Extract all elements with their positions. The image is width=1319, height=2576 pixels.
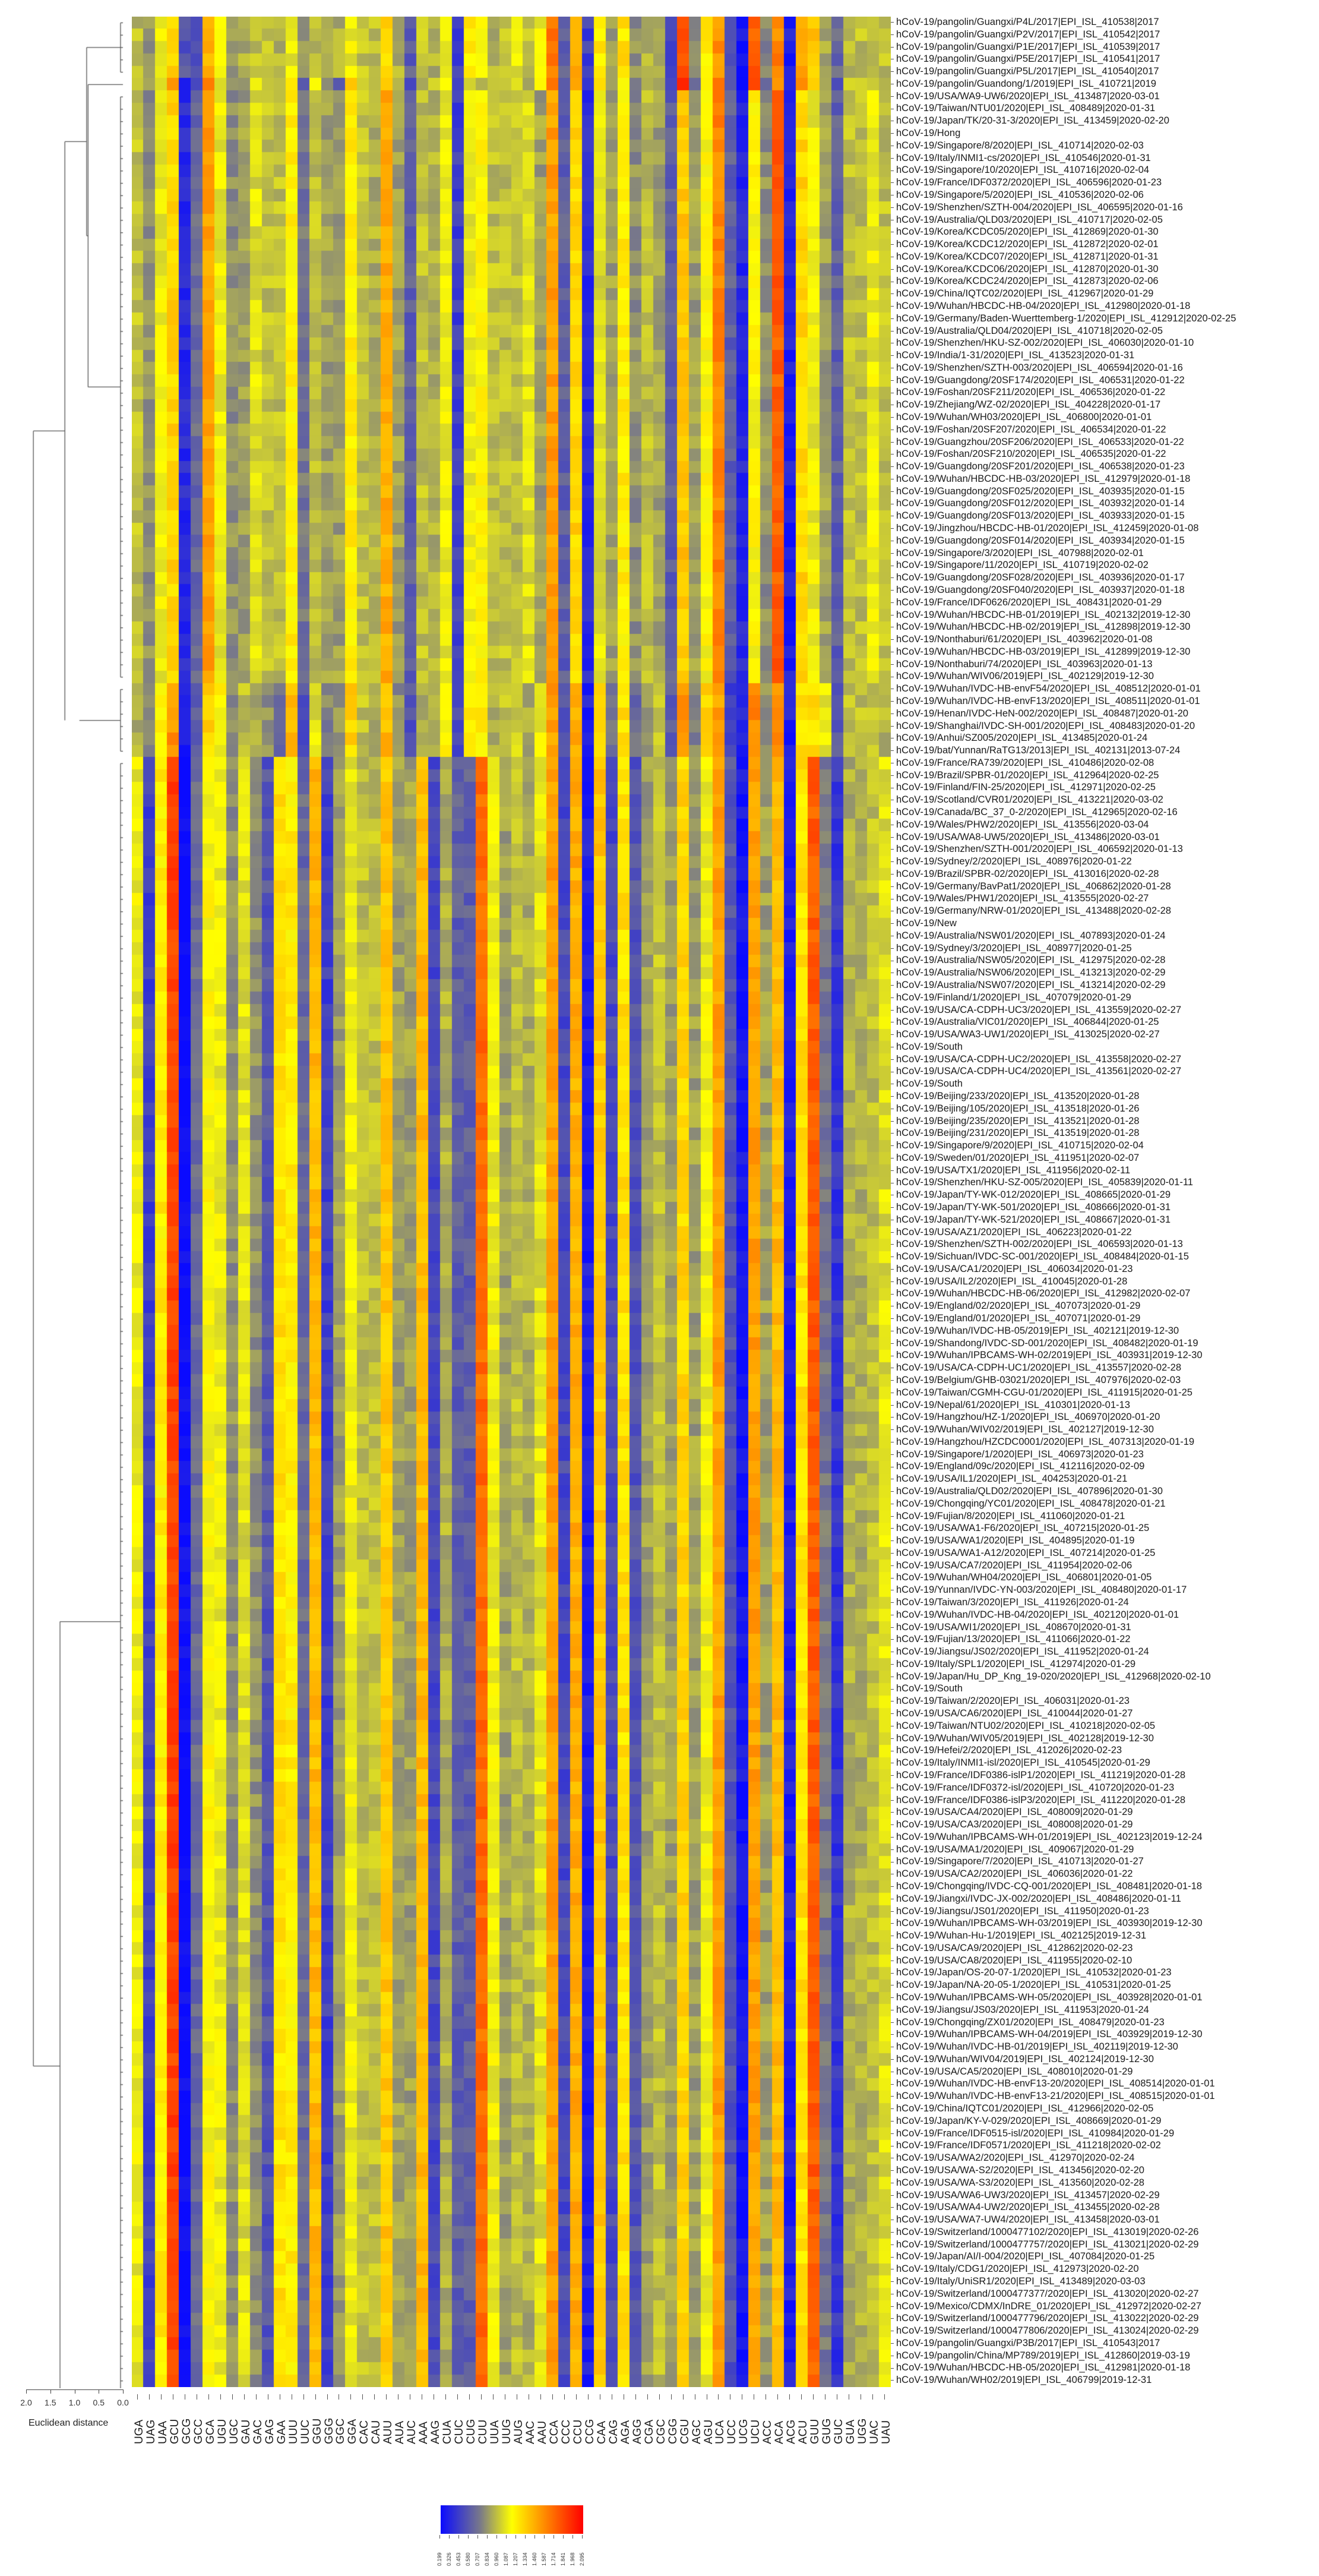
column-label: AUU <box>381 2394 393 2448</box>
row-label: hCoV-19/Wuhan/WH04/2020|EPI_ISL_406801|2020-01-05 <box>891 1572 1152 1583</box>
row-label: hCoV-19/USA/WI1/2020|EPI_ISL_408670|2020-01-31 <box>891 1622 1131 1633</box>
row-label: hCoV-19/Wuhan/IVDC-HB-05/2019|EPI_ISL_402121|2019-12-30 <box>891 1325 1179 1337</box>
column-label: UGC <box>227 2394 239 2448</box>
row-label: hCoV-19/Wuhan/IPBCAMS-WH-03/2019|EPI_ISL_403930|2019-12-30 <box>891 1918 1203 1929</box>
column-label: CAC <box>357 2394 369 2448</box>
row-label: hCoV-19/USA/WA9-UW6/2020|EPI_ISL_413487|2020-03-01 <box>891 91 1160 102</box>
colorbar-tick-label: 1.968 <box>570 2552 575 2566</box>
row-label: hCoV-19/Fujian/8/2020|EPI_ISL_411060|2020-01-21 <box>891 1511 1125 1522</box>
row-dendrogram <box>0 0 132 2388</box>
row-label: hCoV-19/USA/CA5/2020|EPI_ISL_408010|2020-01-29 <box>891 2066 1133 2078</box>
row-label: hCoV-19/Switzerland/1000477806/2020|EPI_ISL_413024|2020-02-29 <box>891 2325 1198 2337</box>
row-label: hCoV-19/Taiwan/CGMH-CGU-01/2020|EPI_ISL_411915|2020-01-25 <box>891 1387 1193 1399</box>
row-label: hCoV-19/Wuhan/IVDC-HB-04/2020|EPI_ISL_402120|2020-01-01 <box>891 1609 1179 1621</box>
row-label: hCoV-19/Australia/NSW05/2020|EPI_ISL_412975|2020-02-28 <box>891 955 1165 966</box>
row-label: hCoV-19/Belgium/GHB-03021/2020|EPI_ISL_407976|2020-02-03 <box>891 1375 1181 1386</box>
column-label: ACA <box>772 2394 784 2448</box>
row-label: hCoV-19/USA/CA9/2020|EPI_ISL_412862|2020-02-23 <box>891 1943 1133 1954</box>
row-label: hCoV-19/Scotland/CVR01/2020|EPI_ISL_413221|2020-03-02 <box>891 794 1163 806</box>
row-label: hCoV-19/Shenzhen/HKU-SZ-002/2020|EPI_ISL_406030|2020-01-10 <box>891 337 1194 349</box>
row-label: hCoV-19/Australia/NSW06/2020|EPI_ISL_413213|2020-02-29 <box>891 967 1165 978</box>
row-label: hCoV-19/Nonthaburi/74/2020|EPI_ISL_403963|2020-01-13 <box>891 659 1153 670</box>
column-label: CGA <box>642 2394 654 2448</box>
column-label: ACG <box>784 2394 796 2448</box>
row-label: hCoV-19/Brazil/SPBR-02/2020|EPI_ISL_413016|2020-02-28 <box>891 869 1159 880</box>
row-label: hCoV-19/pangolin/Guangxi/P4L/2017|EPI_ISL_410538|2017 <box>891 17 1159 28</box>
column-label: CCU <box>571 2394 583 2448</box>
row-label: hCoV-19/Switzerland/1000477102/2020|EPI_ISL_413019|2020-02-26 <box>891 2227 1198 2238</box>
row-label: hCoV-19/Guangdong/20SF014/2020|EPI_ISL_403934|2020-01-15 <box>891 535 1185 547</box>
row-label: hCoV-19/France/IDF0571/2020|EPI_ISL_411218|2020-02-02 <box>891 2140 1161 2151</box>
row-label: hCoV-19/Wuhan/IPBCAMS-WH-04/2019|EPI_ISL_403929|2019-12-30 <box>891 2029 1203 2040</box>
column-label: AGG <box>630 2394 642 2448</box>
row-label: hCoV-19/Korea/KCDC24/2020|EPI_ISL_412873|2020-02-06 <box>891 276 1159 287</box>
row-label: hCoV-19/Wuhan/HBCDC-HB-03/2019|EPI_ISL_412899|2019-12-30 <box>891 646 1190 658</box>
row-label: hCoV-19/Nepal/61/2020|EPI_ISL_410301|2020-01-13 <box>891 1400 1130 1411</box>
row-label: hCoV-19/USA/CA2/2020|EPI_ISL_406036|2020-01-22 <box>891 1868 1133 1880</box>
row-label: hCoV-19/pangolin/Guangxi/P2V/2017|EPI_ISL_410542|2017 <box>891 29 1160 40</box>
column-label: GAG <box>262 2394 274 2448</box>
row-label: hCoV-19/Guangdong/20SF012/2020|EPI_ISL_403932|2020-01-14 <box>891 498 1185 509</box>
row-label: hCoV-19/Wuhan/IVDC-HB-envF13/2020|EPI_ISL_408511|2020-01-01 <box>891 696 1200 707</box>
row-label: hCoV-19/England/01/2020|EPI_ISL_407071|2020-01-29 <box>891 1313 1140 1324</box>
row-label: hCoV-19/Henan/IVDC-HeN-002/2020|EPI_ISL_408487|2020-01-20 <box>891 708 1188 719</box>
row-label: hCoV-19/Wuhan/IPBCAMS-WH-01/2019|EPI_ISL_402123|2019-12-24 <box>891 1832 1203 1843</box>
row-label: hCoV-19/South <box>891 1078 963 1090</box>
row-label: hCoV-19/Shenzhen/SZTH-003/2020|EPI_ISL_406594|2020-01-16 <box>891 362 1183 374</box>
colorbar-tick-label: 0.453 <box>456 2552 461 2566</box>
row-label: hCoV-19/USA/CA4/2020|EPI_ISL_408009|2020-01-29 <box>891 1807 1133 1818</box>
row-label: hCoV-19/Sweden/01/2020|EPI_ISL_411951|2020-02-07 <box>891 1153 1139 1164</box>
column-label: AAU <box>535 2394 547 2448</box>
row-label: hCoV-19/USA/WA2/2020|EPI_ISL_412970|2020-02-24 <box>891 2152 1135 2164</box>
column-label: UUG <box>499 2394 511 2448</box>
row-label: hCoV-19/Beijing/235/2020|EPI_ISL_413521|2020-01-28 <box>891 1116 1139 1127</box>
column-label: GAU <box>239 2394 251 2448</box>
row-label: hCoV-19/Japan/AI/I-004/2020|EPI_ISL_407084|2020-01-25 <box>891 2251 1154 2262</box>
column-label: UAA <box>156 2394 167 2448</box>
row-label: hCoV-19/USA/MA1/2020|EPI_ISL_409067|2020-01-29 <box>891 1844 1134 1855</box>
row-label: hCoV-19/Singapore/10/2020|EPI_ISL_410716|2020-02-04 <box>891 165 1149 176</box>
column-label: CUA <box>440 2394 452 2448</box>
row-label: hCoV-19/Wuhan/IVDC-HB-envF54/2020|EPI_ISL_408512|2020-01-01 <box>891 683 1201 694</box>
row-label: hCoV-19/Sydney/2/2020|EPI_ISL_408976|2020-01-22 <box>891 856 1132 867</box>
row-label: hCoV-19/Singapore/7/2020|EPI_ISL_410713|2020-01-27 <box>891 1856 1144 1867</box>
row-label: hCoV-19/Taiwan/NTU01/2020|EPI_ISL_408489|2020-01-31 <box>891 103 1155 114</box>
row-label: hCoV-19/Australia/QLD03/2020|EPI_ISL_410717|2020-02-05 <box>891 214 1163 226</box>
row-label: hCoV-19/Guangdong/20SF040/2020|EPI_ISL_403937|2020-01-18 <box>891 585 1185 596</box>
row-label: hCoV-19/Guangdong/20SF013/2020|EPI_ISL_403933|2020-01-15 <box>891 510 1185 522</box>
colorbar-tick-label: 0.326 <box>446 2552 452 2566</box>
row-label: hCoV-19/Korea/KCDC12/2020|EPI_ISL_412872|2020-02-01 <box>891 239 1159 250</box>
column-label: UUC <box>298 2394 310 2448</box>
row-label: hCoV-19/Germany/BavPat1/2020|EPI_ISL_406862|2020-01-28 <box>891 881 1171 892</box>
colorbar <box>439 2505 584 2534</box>
row-label: hCoV-19/France/IDF0515-isl/2020|EPI_ISL_410984|2020-01-29 <box>891 2128 1174 2139</box>
row-label: hCoV-19/Switzerland/1000477757/2020|EPI_ISL_413021|2020-02-29 <box>891 2239 1198 2250</box>
column-label: UGU <box>215 2394 227 2448</box>
row-label: hCoV-19/Switzerland/1000477796/2020|EPI_ISL_413022|2020-02-29 <box>891 2313 1198 2324</box>
column-label: AAG <box>428 2394 440 2448</box>
row-label: hCoV-19/USA/CA-CDPH-UC1/2020|EPI_ISL_413557|2020-02-28 <box>891 1362 1181 1374</box>
column-label: AGC <box>689 2394 701 2448</box>
row-label: hCoV-19/France/IDF0626/2020|EPI_ISL_408431|2020-01-29 <box>891 597 1162 608</box>
row-label: hCoV-19/Sydney/3/2020|EPI_ISL_408977|2020-01-25 <box>891 943 1132 954</box>
column-label: GCC <box>191 2394 203 2448</box>
colorbar-tick-label: 0.834 <box>484 2552 490 2566</box>
distance-tick-label: 1.5 <box>45 2398 56 2407</box>
row-label: hCoV-19/Australia/QLD04/2020|EPI_ISL_410718|2020-02-05 <box>891 326 1163 337</box>
row-label: hCoV-19/Guangdong/20SF201/2020|EPI_ISL_406538|2020-01-23 <box>891 461 1185 472</box>
colorbar-tick-label: 0.707 <box>475 2552 480 2566</box>
row-label: hCoV-19/Wuhan/IPBCAMS-WH-05/2020|EPI_ISL_403928|2020-01-01 <box>891 1992 1203 2003</box>
column-label: AUG <box>511 2394 523 2448</box>
row-label: hCoV-19/Hangzhou/HZ-1/2020|EPI_ISL_406970|2020-01-20 <box>891 1412 1160 1423</box>
row-label: hCoV-19/Jiangsu/JS02/2020|EPI_ISL_411952|2020-01-24 <box>891 1646 1149 1658</box>
row-label: hCoV-19/pangolin/Guangxi/P5L/2017|EPI_ISL_410540|2017 <box>891 66 1159 77</box>
row-label: hCoV-19/Shanghai/IVDC-SH-001/2020|EPI_ISL_408483|2020-01-20 <box>891 721 1195 732</box>
row-label: hCoV-19/China/IQTC02/2020|EPI_ISL_412967|2020-01-29 <box>891 288 1153 299</box>
colorbar-tick-label: 1.714 <box>551 2552 556 2566</box>
column-label: UGA <box>132 2394 144 2448</box>
column-label: CGC <box>654 2394 666 2448</box>
row-label: hCoV-19/Italy/INMI1-cs/2020|EPI_ISL_410546|2020-01-31 <box>891 153 1151 164</box>
row-label: hCoV-19/pangolin/Guangxi/P1E/2017|EPI_ISL_410539|2017 <box>891 42 1160 53</box>
column-label: CAA <box>594 2394 606 2448</box>
row-label: hCoV-19/Singapore/3/2020|EPI_ISL_407988|2020-02-01 <box>891 548 1144 559</box>
column-label: GGG <box>322 2394 334 2448</box>
row-label: hCoV-19/Foshan/20SF210/2020|EPI_ISL_406535|2020-01-22 <box>891 449 1166 460</box>
column-label: GGU <box>310 2394 322 2448</box>
row-label: hCoV-19/South <box>891 1041 963 1053</box>
column-label: GGC <box>333 2394 345 2448</box>
row-label: hCoV-19/Korea/KCDC06/2020|EPI_ISL_412870|2020-01-30 <box>891 264 1159 275</box>
row-label: hCoV-19/USA/CA7/2020|EPI_ISL_411954|2020-02-06 <box>891 1560 1132 1571</box>
row-label: hCoV-19/Singapore/8/2020|EPI_ISL_410714|2020-02-03 <box>891 140 1144 151</box>
column-label: CUU <box>476 2394 488 2448</box>
column-label: CGU <box>678 2394 689 2448</box>
row-label: hCoV-19/USA/CA1/2020|EPI_ISL_406034|2020-01-23 <box>891 1264 1133 1275</box>
row-label: hCoV-19/Hefei/2/2020|EPI_ISL_412026|2020-02-23 <box>891 1745 1122 1756</box>
column-label: UCC <box>725 2394 736 2448</box>
row-label: hCoV-19/pangolin/China/MP789/2019|EPI_ISL_412860|2019-03-19 <box>891 2350 1190 2362</box>
row-label: hCoV-19/USA/TX1/2020|EPI_ISL_411956|2020-02-11 <box>891 1165 1130 1176</box>
column-label: CAU <box>369 2394 381 2448</box>
row-label: hCoV-19/Shenzhen/HKU-SZ-005/2020|EPI_ISL_405839|2020-01-11 <box>891 1177 1193 1188</box>
row-label: hCoV-19/USA/WA-S2/2020|EPI_ISL_413456|2020-02-20 <box>891 2165 1144 2176</box>
colorbar-tick-label: 0.960 <box>494 2552 499 2566</box>
row-label: hCoV-19/Chongqing/IVDC-CQ-001/2020|EPI_ISL_408481|2020-01-18 <box>891 1881 1202 1892</box>
row-label: hCoV-19/Zhejiang/WZ-02/2020|EPI_ISL_404228|2020-01-17 <box>891 399 1160 411</box>
column-label: CAG <box>606 2394 618 2448</box>
row-label: hCoV-19/pangolin/Guandong/1/2019|EPI_ISL_410721|2019 <box>891 78 1156 90</box>
row-label: hCoV-19/Wuhan/HBCDC-HB-01/2019|EPI_ISL_402132|2019-12-30 <box>891 610 1190 621</box>
row-label: hCoV-19/USA/WA3-UW1/2020|EPI_ISL_413025|2020-02-27 <box>891 1029 1160 1040</box>
row-label: hCoV-19/Japan/NA-20-05-1/2020|EPI_ISL_410531|2020-01-25 <box>891 1980 1171 1991</box>
row-label: hCoV-19/Japan/OS-20-07-1/2020|EPI_ISL_410532|2020-01-23 <box>891 1967 1172 1978</box>
column-label: AGA <box>618 2394 630 2448</box>
colorbar-tick-label: 0.580 <box>465 2552 471 2566</box>
row-label: hCoV-19/Guangdong/20SF174/2020|EPI_ISL_406531|2020-01-22 <box>891 375 1185 386</box>
row-label: hCoV-19/South <box>891 1683 963 1694</box>
row-label: hCoV-19/Foshan/20SF207/2020|EPI_ISL_406534|2020-01-22 <box>891 424 1166 435</box>
column-label: CUC <box>452 2394 464 2448</box>
row-label: hCoV-19/Jiangsu/JS01/2020|EPI_ISL_411950|2020-01-23 <box>891 1906 1149 1917</box>
row-label: hCoV-19/Wuhan/HBCDC-HB-03/2020|EPI_ISL_412979|2020-01-18 <box>891 473 1190 485</box>
row-label: hCoV-19/Australia/NSW01/2020|EPI_ISL_407893|2020-01-24 <box>891 930 1165 942</box>
column-label: AAC <box>523 2394 535 2448</box>
colorbar-tick-label: 1.460 <box>532 2552 537 2566</box>
row-label: hCoV-19/Japan/KY-V-029/2020|EPI_ISL_408669|2020-01-29 <box>891 2116 1161 2127</box>
column-label: UCG <box>736 2394 748 2448</box>
row-label: hCoV-19/Jingzhou/HBCDC-HB-01/2020|EPI_ISL_412459|2020-01-08 <box>891 523 1198 534</box>
row-label: hCoV-19/Taiwan/2/2020|EPI_ISL_406031|2020-01-23 <box>891 1696 1130 1707</box>
row-label: hCoV-19/USA/WA8-UW5/2020|EPI_ISL_413486|2020-03-01 <box>891 832 1160 843</box>
column-label: GUU <box>808 2394 820 2448</box>
row-label: hCoV-19/USA/WA7-UW4/2020|EPI_ISL_413458|2020-03-01 <box>891 2214 1160 2225</box>
row-label: hCoV-19/Japan/TK/20-31-3/2020|EPI_ISL_413459|2020-02-20 <box>891 115 1169 127</box>
distance-tick-label: 0.0 <box>117 2398 129 2407</box>
row-label: hCoV-19/Wuhan/WH02/2019|EPI_ISL_406799|2019-12-31 <box>891 2375 1152 2386</box>
row-label: hCoV-19/Korea/KCDC07/2020|EPI_ISL_412871|2020-01-31 <box>891 251 1159 263</box>
colorbar-tick-label: 0.199 <box>436 2552 442 2566</box>
row-label: hCoV-19/Singapore/11/2020|EPI_ISL_410719|2020-02-02 <box>891 560 1149 571</box>
row-label: hCoV-19/Chongqing/ZX01/2020|EPI_ISL_408479|2020-01-23 <box>891 2017 1165 2028</box>
row-label: hCoV-19/Finland/FIN-25/2020|EPI_ISL_412971|2020-02-25 <box>891 782 1156 793</box>
row-label: hCoV-19/Beijing/231/2020|EPI_ISL_413519|2020-01-28 <box>891 1128 1139 1139</box>
column-label: GAC <box>251 2394 262 2448</box>
row-label: hCoV-19/Korea/KCDC05/2020|EPI_ISL_412869|2020-01-30 <box>891 226 1159 238</box>
column-label: AUA <box>393 2394 404 2448</box>
column-label: UCU <box>748 2394 760 2448</box>
row-label: hCoV-19/Singapore/5/2020|EPI_ISL_410536|2020-02-06 <box>891 190 1144 201</box>
row-label: hCoV-19/Beijing/105/2020|EPI_ISL_413518|2020-01-26 <box>891 1103 1139 1115</box>
row-label: hCoV-19/Shenzhen/SZTH-004/2020|EPI_ISL_406595|2020-01-16 <box>891 202 1183 213</box>
row-label: hCoV-19/Shenzhen/SZTH-002/2020|EPI_ISL_406593|2020-01-13 <box>891 1239 1183 1250</box>
distance-axis-title: Euclidean distance <box>29 2418 109 2428</box>
row-label: hCoV-19/France/IDF0372-isl/2020|EPI_ISL_410720|2020-01-23 <box>891 1782 1174 1794</box>
row-label: hCoV-19/bat/Yunnan/RaTG13/2013|EPI_ISL_402131|2013-07-24 <box>891 745 1180 756</box>
distance-tick-label: 2.0 <box>20 2398 32 2407</box>
column-label: GUC <box>831 2394 843 2448</box>
row-label: hCoV-19/Australia/VIC01/2020|EPI_ISL_406844|2020-01-25 <box>891 1016 1159 1028</box>
row-label: hCoV-19/USA/WA1-F6/2020|EPI_ISL_407215|2020-01-25 <box>891 1523 1149 1534</box>
colorbar-tick-label: 1.334 <box>522 2552 528 2566</box>
row-label: hCoV-19/Wuhan/WIV04/2019|EPI_ISL_402124|2019-12-30 <box>891 2054 1154 2065</box>
row-label: hCoV-19/Yunnan/IVDC-YN-003/2020|EPI_ISL_408480|2020-01-17 <box>891 1584 1187 1596</box>
row-label: hCoV-19/Guangdong/20SF028/2020|EPI_ISL_403936|2020-01-17 <box>891 572 1185 583</box>
distance-tick-label: 0.5 <box>93 2398 105 2407</box>
row-label: hCoV-19/India/1-31/2020|EPI_ISL_413523|2020-01-31 <box>891 350 1134 361</box>
column-label: GAA <box>274 2394 286 2448</box>
row-label: hCoV-19/Fujian/13/2020|EPI_ISL_411066|2020-01-22 <box>891 1634 1131 1645</box>
row-label: hCoV-19/Mexico/CDMX/InDRE_01/2020|EPI_ISL_412972|2020-02-27 <box>891 2301 1201 2312</box>
column-label: AGU <box>701 2394 713 2448</box>
row-label: hCoV-19/England/02/2020|EPI_ISL_407073|2020-01-29 <box>891 1300 1140 1312</box>
row-label: hCoV-19/France/IDF0386-islP3/2020|EPI_ISL_411220|2020-01-28 <box>891 1795 1185 1806</box>
row-label: hCoV-19/Nonthaburi/61/2020|EPI_ISL_403962|2020-01-08 <box>891 634 1153 645</box>
row-label: hCoV-19/Wuhan/WIV06/2019|EPI_ISL_402129|2019-12-30 <box>891 671 1154 682</box>
row-label: hCoV-19/Beijing/233/2020|EPI_ISL_413520|2020-01-28 <box>891 1091 1139 1102</box>
row-label: hCoV-19/USA/WA4-UW2/2020|EPI_ISL_413455|2020-02-28 <box>891 2202 1160 2213</box>
column-label: UUA <box>488 2394 499 2448</box>
column-label: UAC <box>867 2394 879 2448</box>
row-label: hCoV-19/Wuhan/WIV02/2019|EPI_ISL_402127|2019-12-30 <box>891 1424 1154 1435</box>
row-label: hCoV-19/Jiangsu/JS03/2020|EPI_ISL_411953|2020-01-24 <box>891 2004 1149 2016</box>
row-label: hCoV-19/Guangzhou/20SF206/2020|EPI_ISL_406533|2020-01-22 <box>891 437 1184 448</box>
row-label: hCoV-19/France/RA739/2020|EPI_ISL_410486|2020-02-08 <box>891 757 1154 769</box>
row-label: hCoV-19/Australia/NSW07/2020|EPI_ISL_413214|2020-02-29 <box>891 980 1165 991</box>
row-label: hCoV-19/Wuhan/IVDC-HB-01/2019|EPI_ISL_402119|2019-12-30 <box>891 2041 1178 2053</box>
row-label: hCoV-19/USA/IL2/2020|EPI_ISL_410045|2020-01-28 <box>891 1276 1127 1287</box>
row-label: hCoV-19/Foshan/20SF211/2020|EPI_ISL_406536|2020-01-22 <box>891 387 1165 398</box>
row-label: hCoV-19/Sichuan/IVDC-SC-001/2020|EPI_ISL_408484|2020-01-15 <box>891 1251 1189 1262</box>
row-label: hCoV-19/USA/WA1/2020|EPI_ISL_404895|2020-01-19 <box>891 1535 1135 1546</box>
row-label: hCoV-19/Singapore/1/2020|EPI_ISL_406973|2020-01-23 <box>891 1449 1144 1460</box>
column-label: UUU <box>286 2394 298 2448</box>
column-label: GUA <box>843 2394 855 2448</box>
row-label: hCoV-19/USA/CA6/2020|EPI_ISL_410044|2020-01-27 <box>891 1708 1133 1719</box>
row-label: hCoV-19/France/IDF0372/2020|EPI_ISL_406596|2020-01-23 <box>891 177 1162 188</box>
row-label: hCoV-19/China/IQTC01/2020|EPI_ISL_412966|2020-02-05 <box>891 2103 1153 2114</box>
row-label: hCoV-19/Finland/1/2020|EPI_ISL_407079|2020-01-29 <box>891 992 1131 1003</box>
codon-usage-heatmap <box>132 17 891 2387</box>
row-label: hCoV-19/USA/WA1-A12/2020|EPI_ISL_407214|2020-01-25 <box>891 1548 1155 1559</box>
row-label: hCoV-19/Wales/PHW1/2020|EPI_ISL_413555|2020-02-27 <box>891 893 1149 904</box>
row-label: hCoV-19/France/IDF0386-islP1/2020|EPI_ISL_411219|2020-01-28 <box>891 1770 1185 1781</box>
row-label: hCoV-19/Australia/QLD02/2020|EPI_ISL_407896|2020-01-30 <box>891 1486 1163 1497</box>
row-label: hCoV-19/Jiangxi/IVDC-JX-002/2020|EPI_ISL_408486|2020-01-11 <box>891 1893 1181 1905</box>
column-label: AAA <box>416 2394 428 2448</box>
column-label: AUC <box>404 2394 416 2448</box>
column-label: UAU <box>879 2394 891 2448</box>
row-label: hCoV-19/Wuhan/HBCDC-HB-05/2020|EPI_ISL_412981|2020-01-18 <box>891 2362 1190 2373</box>
column-label: GCA <box>203 2394 215 2448</box>
column-label: GGA <box>345 2394 357 2448</box>
row-label: hCoV-19/USA/CA-CDPH-UC3/2020|EPI_ISL_413559|2020-02-27 <box>891 1005 1181 1016</box>
row-label: hCoV-19/USA/WA-S3/2020|EPI_ISL_413560|2020-02-28 <box>891 2177 1144 2189</box>
colorbar-tick-label: 1.587 <box>541 2552 547 2566</box>
column-label: ACC <box>760 2394 772 2448</box>
row-label: hCoV-19/Wuhan/WIV05/2019|EPI_ISL_402128|2019-12-30 <box>891 1733 1154 1744</box>
column-label: CGG <box>666 2394 678 2448</box>
row-label: hCoV-19/Wuhan/HBCDC-HB-02/2019|EPI_ISL_412898|2019-12-30 <box>891 621 1190 633</box>
row-label: hCoV-19/USA/WA6-UW3/2020|EPI_ISL_413457|2020-02-29 <box>891 2190 1160 2201</box>
row-label: hCoV-19/Germany/Baden-Wuerttemberg-1/2020|EPI_ISL_412912|2020-02-25 <box>891 313 1236 324</box>
row-label: hCoV-19/Wuhan/IVDC-HB-envF13-21/2020|EPI_ISL_408515|2020-01-01 <box>891 2091 1215 2102</box>
column-label: UCA <box>713 2394 725 2448</box>
row-label: hCoV-19/Guangdong/20SF025/2020|EPI_ISL_403935|2020-01-15 <box>891 486 1185 497</box>
row-label: hCoV-19/pangolin/Guangxi/P5E/2017|EPI_ISL_410541|2017 <box>891 53 1160 65</box>
row-label: hCoV-19/Wuhan/IVDC-HB-envF13-20/2020|EPI_ISL_408514|2020-01-01 <box>891 2078 1215 2089</box>
column-label: UAG <box>144 2394 156 2448</box>
row-label: hCoV-19/New <box>891 918 957 929</box>
column-label: GUG <box>820 2394 831 2448</box>
row-label: hCoV-19/Taiwan/NTU02/2020|EPI_ISL_410218|2020-02-05 <box>891 1721 1155 1732</box>
row-label: hCoV-19/USA/CA-CDPH-UC4/2020|EPI_ISL_413561|2020-02-27 <box>891 1066 1181 1077</box>
row-label: hCoV-19/Hong <box>891 128 960 139</box>
column-label: CUG <box>464 2394 476 2448</box>
row-label: hCoV-19/Brazil/SPBR-01/2020|EPI_ISL_412964|2020-02-25 <box>891 770 1159 781</box>
row-label: hCoV-19/Taiwan/3/2020|EPI_ISL_411926|2020-01-24 <box>891 1597 1129 1608</box>
row-label: hCoV-19/Wuhan/IPBCAMS-WH-02/2019|EPI_ISL_403931|2019-12-30 <box>891 1350 1203 1361</box>
row-label: hCoV-19/Japan/TY-WK-521/2020|EPI_ISL_408667|2020-01-31 <box>891 1214 1171 1226</box>
column-label: CCG <box>583 2394 594 2448</box>
row-label: hCoV-19/Japan/TY-WK-501/2020|EPI_ISL_408666|2020-01-31 <box>891 1202 1171 1213</box>
row-label: hCoV-19/Italy/SPL1/2020|EPI_ISL_412974|2020-01-29 <box>891 1659 1135 1670</box>
colorbar-tick-label: 1.207 <box>513 2552 518 2566</box>
colorbar-tick-label: 1.087 <box>503 2552 509 2566</box>
row-label: hCoV-19/Italy/CDG1/2020|EPI_ISL_412973|2020-02-20 <box>891 2264 1139 2275</box>
row-label: hCoV-19/Canada/BC_37_0-2/2020|EPI_ISL_412965|2020-02-16 <box>891 807 1178 818</box>
row-label: hCoV-19/Chongqing/YC01/2020|EPI_ISL_408478|2020-01-21 <box>891 1498 1166 1510</box>
row-label: hCoV-19/Wuhan/HBCDC-HB-04/2020|EPI_ISL_412980|2020-01-18 <box>891 301 1190 312</box>
row-label: hCoV-19/Shandong/IVDC-SD-001/2020|EPI_ISL_408482|2020-01-19 <box>891 1338 1198 1349</box>
row-label: hCoV-19/Wuhan/HBCDC-HB-06/2020|EPI_ISL_412982|2020-02-07 <box>891 1288 1190 1299</box>
distance-tick-label: 1.0 <box>68 2398 81 2407</box>
colorbar-tick-label: 2.095 <box>579 2552 585 2566</box>
row-label: hCoV-19/Singapore/9/2020|EPI_ISL_410715|2020-02-04 <box>891 1140 1144 1151</box>
row-label: hCoV-19/USA/CA8/2020|EPI_ISL_411955|2020-02-10 <box>891 1955 1132 1966</box>
row-label: hCoV-19/Hangzhou/HZCDC0001/2020|EPI_ISL_407313|2020-01-19 <box>891 1437 1194 1448</box>
column-label: CCC <box>559 2394 571 2448</box>
row-label: hCoV-19/USA/CA3/2020|EPI_ISL_408008|2020-01-29 <box>891 1819 1133 1830</box>
row-label: hCoV-19/USA/CA-CDPH-UC2/2020|EPI_ISL_413558|2020-02-27 <box>891 1054 1181 1065</box>
column-label: ACU <box>796 2394 808 2448</box>
row-label: hCoV-19/USA/AZ1/2020|EPI_ISL_406223|2020-01-22 <box>891 1227 1132 1238</box>
row-label: hCoV-19/Germany/NRW-01/2020|EPI_ISL_413488|2020-02-28 <box>891 905 1171 917</box>
row-label: hCoV-19/England/09c/2020|EPI_ISL_412116|2020-02-09 <box>891 1461 1144 1472</box>
row-label: hCoV-19/Anhui/SZ005/2020|EPI_ISL_413485|2020-01-24 <box>891 733 1147 744</box>
row-label: hCoV-19/Japan/TY-WK-012/2020|EPI_ISL_408665|2020-01-29 <box>891 1189 1171 1201</box>
column-label: GCU <box>167 2394 179 2448</box>
column-label: GCG <box>179 2394 191 2448</box>
row-label: hCoV-19/pangolin/Guangxi/P3B/2017|EPI_ISL_410543|2017 <box>891 2338 1160 2349</box>
row-label: hCoV-19/Shenzhen/SZTH-001/2020|EPI_ISL_406592|2020-01-13 <box>891 844 1183 855</box>
row-label: hCoV-19/Switzerland/1000477377/2020|EPI_ISL_413020|2020-02-27 <box>891 2288 1198 2300</box>
row-label: hCoV-19/Italy/UniSR1/2020|EPI_ISL_413489|2020-03-03 <box>891 2276 1146 2287</box>
row-label: hCoV-19/Japan/Hu_DP_Kng_19-020/2020|EPI_ISL_412968|2020-02-10 <box>891 1671 1211 1682</box>
column-label: UGG <box>855 2394 867 2448</box>
row-label: hCoV-19/USA/IL1/2020|EPI_ISL_404253|2020-01-21 <box>891 1473 1127 1485</box>
colorbar-tick-label: 1.841 <box>560 2552 566 2566</box>
row-label: hCoV-19/Wales/PHW2/2020|EPI_ISL_413556|2020-03-04 <box>891 819 1149 831</box>
row-label: hCoV-19/Wuhan-Hu-1/2019|EPI_ISL_402125|2019-12-31 <box>891 1930 1146 1942</box>
row-label: hCoV-19/Wuhan/WH03/2020|EPI_ISL_406800|2020-01-01 <box>891 412 1152 423</box>
row-label: hCoV-19/Italy/INMI1-isl/2020|EPI_ISL_410545|2020-01-29 <box>891 1757 1150 1769</box>
column-label: CCA <box>547 2394 559 2448</box>
